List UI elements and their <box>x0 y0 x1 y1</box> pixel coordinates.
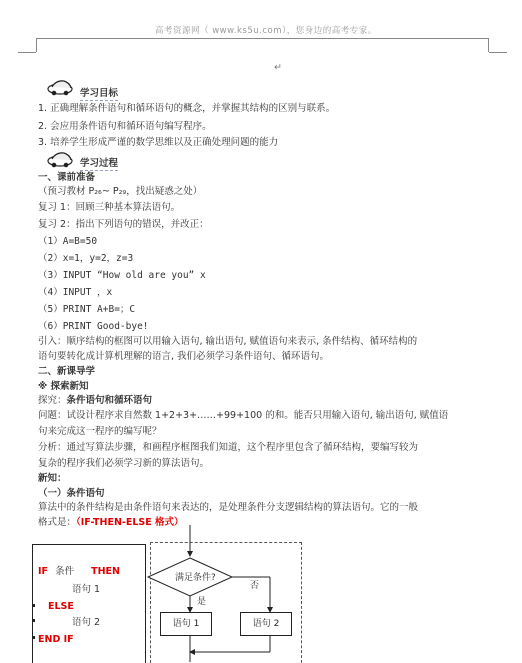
question-line: 问题：试设计程序求自然数 1+2+3+……+99+100 的和。能否只用输入语句, 输出语句, 赋值语 <box>38 410 449 421</box>
code-line-if <box>38 566 120 578</box>
page-header: 高考资源网（ www.ks5u.com），您身边的高考专家。 <box>155 26 377 36</box>
goals-title: 学习目标 <box>80 88 119 99</box>
review-item: （5）PRINT A+B=；C <box>38 304 136 315</box>
condition-title: （一）条件语句 <box>38 488 105 499</box>
process-title: 学习过程 <box>80 158 119 169</box>
inquiry-topic: 条件语句和循环语句 <box>66 395 153 406</box>
new-knowledge-label: 新知： <box>38 473 67 484</box>
flow-stmt2-box <box>240 612 292 636</box>
format-label: 格式是： <box>38 517 77 528</box>
goal-item: 3. 培养学生形成严谨的数学思维以及正确处理问题的能力 <box>38 137 279 148</box>
intro-line: 引入：顺序结构的框图可以用输入语句, 输出语句, 赋值语句来表示, 条件结构、循环结构的 <box>38 336 418 347</box>
prep-line: （预习教材 P₂₆~ P₂₉，找出疑惑之处） <box>38 186 203 197</box>
crop-corner-right <box>489 52 507 53</box>
bullet-mark <box>32 604 35 607</box>
else-keyword: ELSE <box>48 601 74 612</box>
if-keyword: IF <box>38 566 49 577</box>
car-icon <box>46 150 74 172</box>
bullet-mark <box>32 619 35 622</box>
then-keyword: THEN <box>91 566 120 577</box>
inquiry-line <box>38 395 152 407</box>
no-label: 否 <box>250 581 260 591</box>
new-lesson-title: 二、新课导学 <box>38 366 96 377</box>
inquiry-label: 探究： <box>38 395 67 406</box>
review-item: （3）INPUT “How old are you” x <box>38 270 206 281</box>
car-icon <box>46 78 74 100</box>
explore-heading: ※ 探索新知 <box>38 381 89 392</box>
review-1: 复习 1：回顾三种基本算法语句。 <box>38 202 181 213</box>
question-line: 句来完成这一程序的编写呢？ <box>38 426 162 437</box>
prep-title: 一、课前准备 <box>38 172 96 183</box>
review-item: （4）INPUT ，x <box>38 287 113 298</box>
intro-line: 语句要转化成计算机理解的语言, 我们必须学习条件语句、循环语句。 <box>38 351 330 362</box>
condition-desc: 算法中的条件结构是由条件语句来表达的，是处理条件分支逻辑结构的算法语句。它的一般 <box>38 502 419 513</box>
yes-label: 是 <box>197 597 207 607</box>
review-item: （6）PRINT Good-bye! <box>38 321 149 332</box>
analysis-line: 分析：通过写算法步骤，和画程序框图我们知道，这个程序里包含了循环结构，要编写较为 <box>38 442 419 453</box>
review-item: （2）x=1，y=2，z=3 <box>38 253 134 264</box>
goal-item: 1. 正确理解条件语句和循环语句的概念，并掌握其结构的区别与联系。 <box>38 103 336 114</box>
code-stmt2: 语句 2 <box>72 617 101 628</box>
analysis-line: 复杂的程序我们必须学习新的算法语句。 <box>38 458 210 469</box>
goal-item: 2. 会应用条件语句和循环语句编写程序。 <box>38 121 212 132</box>
endif-keyword: END IF <box>38 634 74 645</box>
flow-stmt2: 语句 2 <box>252 619 280 629</box>
crop-corner-left <box>18 52 36 53</box>
flow-stmt1: 语句 1 <box>172 619 200 629</box>
flowchart <box>140 525 320 662</box>
condition-text: 条件 <box>55 566 75 577</box>
header-line <box>36 38 488 39</box>
return-mark: ↵ <box>274 62 282 73</box>
bullet-mark <box>32 636 35 639</box>
format-name: （IF-THEN-ELSE 格式） <box>76 517 184 528</box>
code-stmt1: 语句 1 <box>72 584 101 595</box>
crop-mark-top-right <box>488 38 490 52</box>
review-item: （1）A=B=50 <box>38 236 98 247</box>
flow-stmt1-box <box>160 612 212 636</box>
crop-mark-top-left <box>36 38 38 52</box>
review-2: 复习 2：指出下列语句的错误，并改正： <box>38 219 209 230</box>
decision-label: 满足条件? <box>175 573 216 583</box>
